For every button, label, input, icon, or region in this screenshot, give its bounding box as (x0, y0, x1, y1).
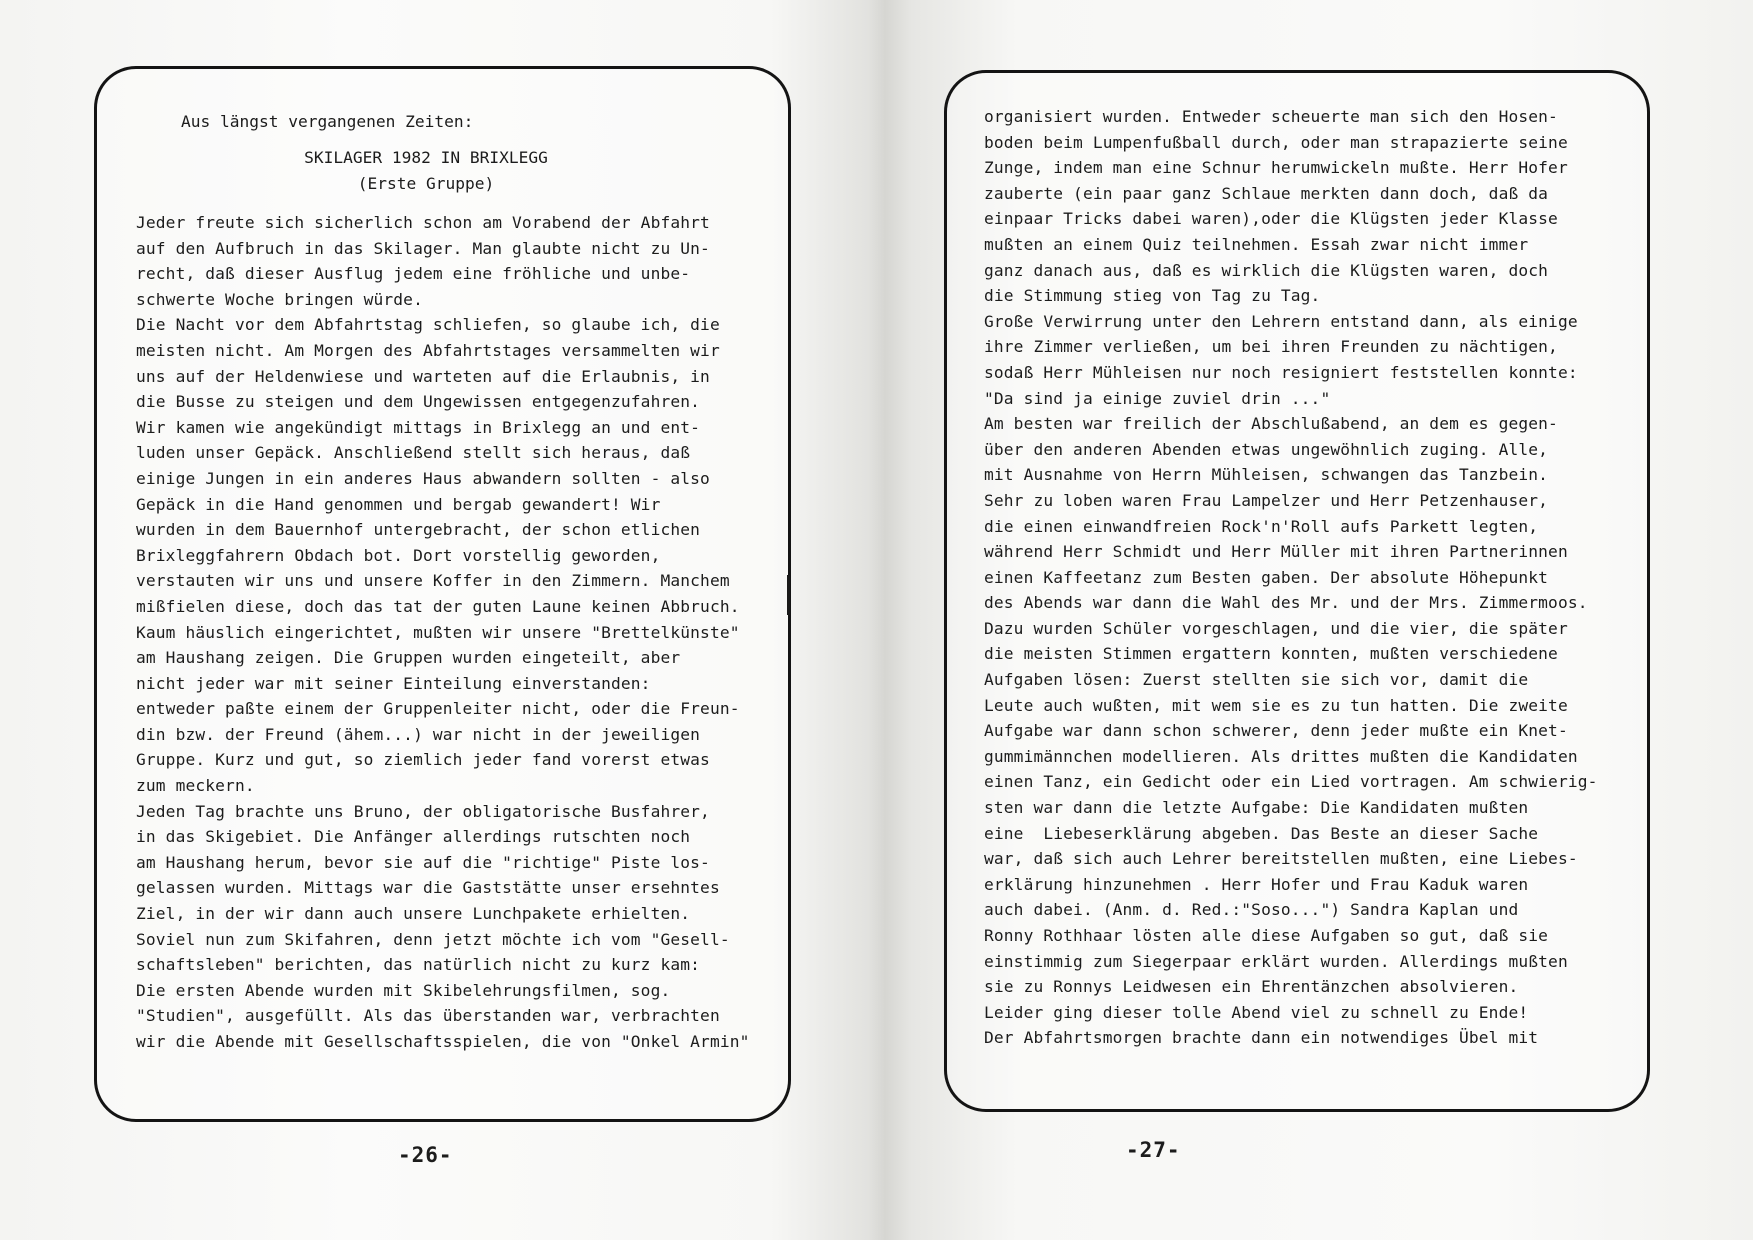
text-line: Jeden Tag brachte uns Bruno, der obligatorische Busfahrer, (136, 801, 710, 821)
text-line: "Da sind ja einige zuviel drin ..." (984, 388, 1331, 408)
text-line: Soviel nun zum Skifahren, denn jetzt möchte ich vom "Gesell- (136, 929, 730, 949)
text-line: Am besten war freilich der Abschlußabend, an dem es gegen- (984, 414, 1558, 434)
text-line: Jeder freute sich sicherlich schon am Vorabend der Abfahrt (136, 213, 710, 232)
text-line: am Haushang zeigen. Die Gruppen wurden eingeteilt, aber (136, 648, 681, 668)
text-line: Wir kamen wie angekündigt mittags in Brixlegg an und ent- (136, 417, 701, 437)
text-line: während Herr Schmidt und Herr Müller mit ihren Partnerinnen (984, 542, 1568, 562)
text-line: mußten an einem Quiz teilnehmen. Essah zwar nicht immer (984, 234, 1529, 254)
text-line: Ronny Rothhaar lösten alle diese Aufgaben so gut, daß sie (984, 926, 1549, 945)
text-line: Kaum häuslich eingerichtet, mußten wir unsere "Brettelkünste" (136, 622, 740, 642)
text-line: recht, daß dieser Ausflug jedem eine fröhliche und unbe- (136, 264, 691, 284)
text-line: Leider ging dieser tolle Abend viel zu schnell zu Ende! (984, 1002, 1529, 1022)
gutter-mark (787, 575, 790, 615)
text-line: Der Abfahrtsmorgen brachte dann ein notwendiges Übel mit (984, 1028, 1539, 1048)
right-page-body (984, 104, 1644, 1051)
text-line: einige Jungen in ein anderes Haus abwandern sollten - also (136, 468, 710, 488)
text-line: Dazu wurden Schüler vorgeschlagen, und die vier, die später (984, 618, 1568, 638)
text-line: einen Tanz, ein Gedicht oder ein Lied vortragen. Am schwierig- (984, 772, 1598, 792)
text-line: Gepäck in die Hand genommen und bergab gewandert! Wir (136, 494, 661, 514)
text-line: sie zu Ronnys Leidwesen ein Ehrentänzchen absolvieren. (984, 977, 1519, 997)
text-line: sodaß Herr Mühleisen nur noch resigniert feststellen konnte: (984, 362, 1578, 382)
text-line: ganz danach aus, daß es wirklich die Klügsten waren, doch (984, 260, 1549, 280)
text-line: schwerte Woche bringen würde. (136, 289, 423, 309)
left-page-number: -26- (398, 1143, 453, 1167)
text-line: auf den Aufbruch in das Skilager. Man glaubte nicht zu Un- (136, 238, 710, 258)
text-line: organisiert wurden. Entweder scheuerte man sich den Hosen- (984, 107, 1558, 126)
text-line: verstauten wir uns und unsere Koffer in den Zimmern. Manchem (136, 571, 730, 591)
text-line: wir die Abende mit Gesellschaftsspielen, die von "Onkel Armin" (136, 1032, 750, 1051)
article-subtitle: (Erste Gruppe) (357, 174, 495, 193)
text-line: luden unser Gepäck. Anschließend stellt sich heraus, daß (136, 443, 691, 463)
text-line: mißfielen diese, doch das tat der guten Laune keinen Abbruch. (136, 596, 740, 616)
text-line: die Stimmung stieg von Tag zu Tag. (984, 286, 1321, 306)
text-line: Aufgabe war dann schon schwerer, denn jeder mußte ein Knet- (984, 721, 1568, 741)
text-line: gummimännchen modellieren. Als drittes mußten die Kandidaten (984, 746, 1578, 766)
left-page-body (136, 210, 776, 1055)
text-line: Gruppe. Kurz und gut, so ziemlich jeder fand vorerst etwas (136, 750, 710, 770)
text-line: die meisten Stimmen ergattern konnten, mußten verschiedene (984, 644, 1558, 664)
left-page-kicker: Aus längst vergangenen Zeiten: (181, 112, 474, 131)
text-line: Leute auch wußten, mit wem sie es zu tun hatten. Die zweite (984, 695, 1568, 715)
text-line: erklärung hinzunehmen . Herr Hofer und Frau Kaduk waren (984, 874, 1529, 894)
text-line: zauberte (ein paar ganz Schlaue merkten dann doch, daß da (984, 183, 1549, 203)
text-line: din bzw. der Freund (ähem...) war nicht in der jeweiligen (136, 724, 701, 744)
text-line: Die ersten Abende wurden mit Skibelehrungsfilmen, sog. (136, 980, 671, 1000)
text-line: ihre Zimmer verließen, um bei ihren Freunden zu nächtigen, (984, 337, 1558, 357)
text-line: meisten nicht. Am Morgen des Abfahrtstages versammelten wir (136, 340, 720, 360)
text-line: sten war dann die letzte Aufgabe: Die Kandidaten mußten (984, 798, 1529, 818)
text-line: Die Nacht vor dem Abfahrtstag schliefen, so glaube ich, die (136, 315, 720, 335)
text-line: auch dabei. (Anm. d. Red.:"Soso...") Sandra Kaplan und (984, 900, 1519, 920)
text-line: des Abends war dann die Wahl des Mr. und der Mrs. Zimmermoos. (984, 593, 1588, 613)
text-line: war, daß sich auch Lehrer bereitstellen mußten, eine Liebes- (984, 849, 1578, 869)
text-line: eine Liebeserklärung abgeben. Das Beste an dieser Sache (984, 823, 1539, 843)
right-page-number: -27- (1126, 1138, 1181, 1162)
text-line: über den anderen Abenden etwas ungewöhnlich zuging. Alle, (984, 439, 1549, 459)
text-line: am Haushang herum, bevor sie auf die "richtige" Piste los- (136, 852, 710, 872)
text-line: "Studien", ausgefüllt. Als das überstanden war, verbrachten (136, 1006, 720, 1026)
text-line: boden beim Lumpenfußball durch, oder man strapazierte seine (984, 132, 1568, 152)
text-line: uns auf der Heldenwiese und warteten auf die Erlaubnis, in (136, 366, 710, 386)
text-line: einen Kaffeetanz zum Besten gaben. Der absolute Höhepunkt (984, 567, 1549, 587)
text-line: schaftsleben" berichten, das natürlich nicht zu kurz kam: (136, 955, 701, 975)
text-line: Brixleggfahrern Obdach bot. Dort vorstellig geworden, (136, 545, 661, 565)
text-line: einstimmig zum Siegerpaar erklärt wurden. Allerdings mußten (984, 951, 1568, 971)
article-title: SKILAGER 1982 IN BRIXLEGG (304, 148, 548, 167)
text-line: zum meckern. (136, 776, 255, 796)
text-line: die Busse zu steigen und dem Ungewissen entgegenzufahren. (136, 392, 701, 412)
text-line: wurden in dem Bauernhof untergebracht, der schon etlichen (136, 520, 701, 540)
text-line: Große Verwirrung unter den Lehrern entstand dann, als einige (984, 311, 1578, 331)
text-line: die einen einwandfreien Rock'n'Roll aufs Parkett legten, (984, 516, 1539, 536)
text-line: nicht jeder war mit seiner Einteilung einverstanden: (136, 673, 651, 693)
text-line: Zunge, indem man eine Schnur herumwickeln mußte. Herr Hofer (984, 158, 1568, 178)
text-line: in das Skigebiet. Die Anfänger allerdings rutschten noch (136, 827, 691, 847)
text-line: mit Ausnahme von Herrn Mühleisen, schwangen das Tanzbein. (984, 465, 1549, 485)
text-line: Ziel, in der wir dann auch unsere Lunchpakete erhielten. (136, 904, 691, 924)
text-line: entweder paßte einem der Gruppenleiter nicht, oder die Freun- (136, 699, 740, 719)
right-page (877, 0, 1753, 1240)
text-line: einpaar Tricks dabei waren),oder die Klügsten jeder Klasse (984, 209, 1558, 229)
text-line: Sehr zu loben waren Frau Lampelzer und Herr Petzenhauser, (984, 490, 1549, 510)
left-page (0, 0, 876, 1240)
text-line: gelassen wurden. Mittags war die Gaststätte unser ersehntes (136, 878, 720, 898)
text-line: Aufgaben lösen: Zuerst stellten sie sich vor, damit die (984, 670, 1529, 690)
